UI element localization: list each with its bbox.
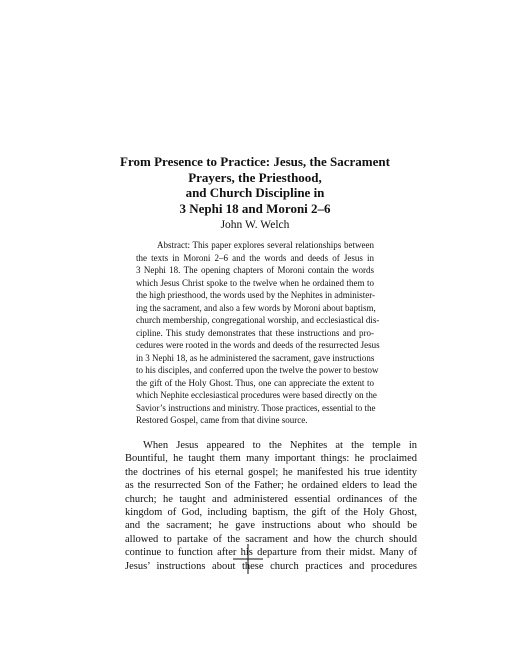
abstract-line: which Jesus Christ spoke to the twelve when he ordained them to xyxy=(136,277,374,288)
body-line: church; he taught and administered essential ordinances of the xyxy=(125,493,417,505)
title-line: From Presence to Practice: Jesus, the Sacrament xyxy=(120,154,390,169)
abstract-line: 3 Nephi 18. The opening chapters of Moroni contain the words xyxy=(136,265,374,275)
abstract-line: to his disciples, and conferred upon the twelve the power to bestow xyxy=(136,365,379,375)
abstract-line: Abstract: This paper explores several relationships between xyxy=(157,240,374,250)
title-line: Prayers, the Priesthood, xyxy=(188,169,322,185)
abstract-line: Savior’s instructions and ministry. Those practices, essential to the xyxy=(136,402,376,413)
abstract-line: church membership, congregational worship, and ecclesiastical dis- xyxy=(136,315,380,325)
crop-mark-crosshair-icon xyxy=(233,544,263,574)
body-line: allowed to partake of the sacrament and how the church should xyxy=(125,533,417,545)
body-line: the doctrines of his eternal gospel; he manifested his true identity xyxy=(125,466,417,478)
body-line: and the sacrament; he gave instructions about who should be xyxy=(125,520,417,532)
abstract-line: the high priesthood, the words used by the Nephites in administer- xyxy=(136,290,376,300)
body-line: kingdom of God, including baptism, the gift of the Holy Ghost, xyxy=(125,507,417,519)
body-line: Bountiful, he taught them many important things: he proclaimed xyxy=(125,453,417,465)
body-line: Jesus’ instructions about these church practices and procedures xyxy=(125,560,417,572)
abstract-line: ing the sacrament, and also a few words by Moroni about baptism, xyxy=(136,302,376,313)
abstract-line: the texts in Moroni 2–6 and the words and deeds of Jesus in xyxy=(136,252,374,263)
abstract-line: Restored Gospel, came from that divine source. xyxy=(136,415,308,425)
abstract-line: which Nephite ecclesiastical procedures were based directly on the xyxy=(136,390,377,400)
abstract-line: cedures were rooted in the words and deeds of the resurrected Jesus xyxy=(136,340,380,350)
body-line: When Jesus appeared to the Nephites at the temple in xyxy=(143,440,417,451)
body-paragraph xyxy=(125,439,417,573)
title-line: 3 Nephi 18 and Moroni 2–6 xyxy=(179,200,331,216)
body-line: continue to function after his departure from their midst. Many of xyxy=(125,547,417,559)
abstract-line: cipline. This study demonstrates that these instructions and pro- xyxy=(136,327,374,338)
title-line: and Church Discipline in xyxy=(185,185,325,200)
abstract-line: the gift of the Holy Ghost. Thus, one can appreciate the extent to xyxy=(136,377,374,388)
abstract xyxy=(136,239,380,427)
abstract-line: in 3 Nephi 18, as he administered the sacrament, gave instructions xyxy=(136,352,375,363)
body-line: as the resurrected Son of the Father; he ordained elders to lead the xyxy=(125,480,417,492)
article-title xyxy=(100,154,410,216)
author-name: John W. Welch xyxy=(220,219,290,231)
